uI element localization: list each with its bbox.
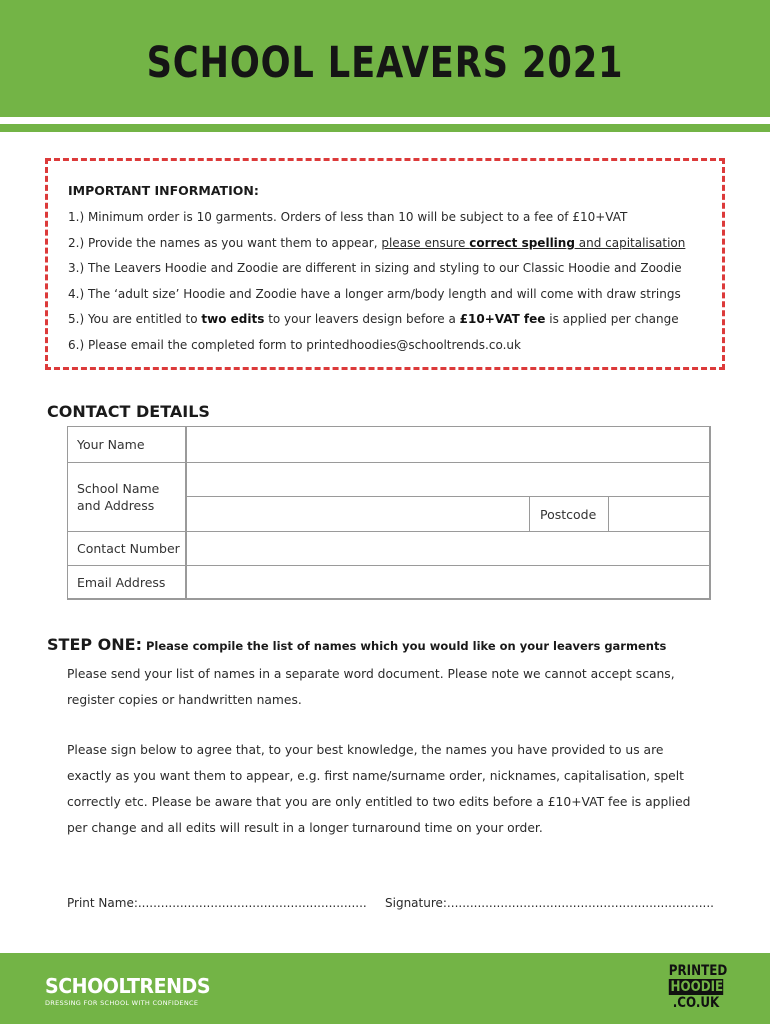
school-label-line1: School Name (77, 481, 160, 496)
info-line-5 (68, 312, 679, 326)
footer-brand: SCHOOLTRENDS (45, 974, 211, 998)
your-name-field[interactable] (186, 426, 711, 463)
info-line-1: 1.) Minimum order is 10 garments. Orders of less than 10 will be subject to a fee of £10+VAT (68, 210, 628, 224)
para1-line1: Please send your list of names in a separate word document. Please note we cannot accept scans, (67, 667, 675, 681)
print-name-field[interactable]: Print Name:............................................................ (67, 896, 367, 910)
info-heading: IMPORTANT INFORMATION: (68, 183, 259, 198)
info-line-2-cap: and capitalisation (574, 236, 686, 250)
email-label: Email Address (77, 575, 166, 590)
para1-line2: register copies or handwritten names. (67, 693, 302, 707)
info-line-2 (68, 236, 685, 250)
info-line-5-edits: two edits (201, 312, 265, 326)
contact-number-label-cell (67, 531, 186, 566)
para2-line3: correctly etc. Please be aware that you are only entitled to two edits before a £10+VAT fee is applied (67, 795, 691, 809)
info-line-5-a: 5.) You are entitled to (68, 312, 202, 326)
step-one-subtitle: Please compile the list of names which you would like on your leavers garments (145, 639, 667, 653)
header-stripe (0, 124, 770, 132)
para2-line4: per change and all edits will result in a longer turnaround time on your order. (67, 821, 543, 835)
info-line-2-underline (381, 236, 685, 250)
important-info-box (45, 158, 725, 370)
page-title: SCHOOL LEAVERS 2021 (146, 38, 624, 88)
email-field[interactable] (186, 565, 711, 600)
contact-number-field[interactable] (186, 531, 711, 566)
your-name-label-cell (67, 426, 186, 463)
info-line-2-bold: correct spelling (469, 236, 575, 250)
info-line-2-text: 2.) Provide the names as you want them to appear, (68, 236, 382, 250)
school-label-line2: and Address (77, 498, 155, 513)
footer-tagline: DRESSING FOR SCHOOL WITH CONFIDENCE (45, 999, 199, 1007)
agreement-text (67, 737, 727, 841)
printed-hoodies-logo (668, 963, 732, 1011)
info-line-5-d: is applied per change (545, 312, 679, 326)
signature-field[interactable]: Signature:...................................................................... (385, 896, 714, 910)
info-line-4: 4.) The ‘adult size’ Hoodie and Zoodie have a longer arm/body length and will come with draw strings (68, 287, 681, 301)
school-address-label-cell (67, 462, 186, 532)
school-address-label (77, 480, 159, 514)
email-label-cell (67, 565, 186, 600)
info-line-5-c: to your leavers design before a (264, 312, 460, 326)
contact-form-table (67, 426, 710, 599)
footer-banner (0, 953, 770, 1024)
info-line-2-ensure: please ensure (381, 236, 470, 250)
info-line-6: 6.) Please email the completed form to printedhoodies@schooltrends.co.uk (68, 338, 521, 352)
postcode-label: Postcode (540, 507, 597, 522)
postcode-label-cell (529, 496, 609, 532)
names-instructions (67, 661, 727, 713)
step-one-title: STEP ONE: (47, 635, 142, 654)
footer-right-line2: HOODIES (670, 979, 732, 995)
footer-right-line1: PRINTED (668, 963, 728, 979)
header-banner (0, 0, 770, 117)
footer-right-line3: .CO.UK (672, 995, 720, 1011)
school-name-field[interactable] (186, 462, 711, 497)
para2-line2: exactly as you want them to appear, e.g. first name/surname order, nicknames, capitalisation, spelt (67, 769, 684, 783)
contact-details-heading: CONTACT DETAILS (47, 402, 210, 421)
info-line-5-fee: £10+VAT fee (459, 312, 546, 326)
schooltrends-logo (45, 974, 219, 1007)
step-one-heading (47, 635, 666, 654)
your-name-label: Your Name (77, 437, 145, 452)
info-line-3: 3.) The Leavers Hoodie and Zoodie are different in sizing and styling to our Classic Hoodie and Zoodie (68, 261, 682, 275)
contact-number-label: Contact Number (77, 541, 180, 556)
para2-line1: Please sign below to agree that, to your best knowledge, the names you have provided to us are (67, 743, 664, 757)
address-field[interactable] (186, 496, 530, 532)
postcode-field[interactable] (608, 496, 711, 532)
